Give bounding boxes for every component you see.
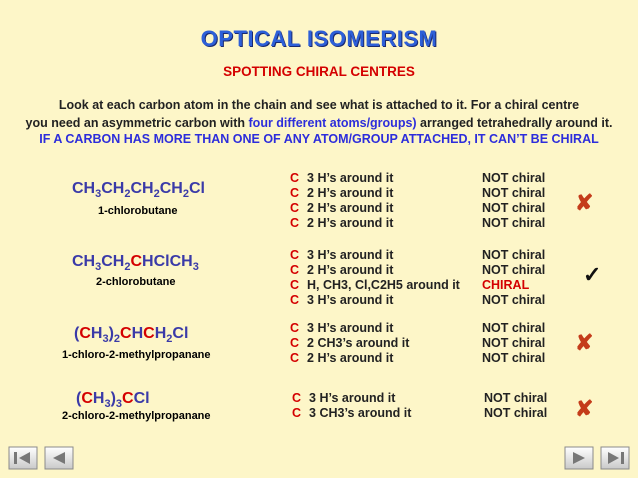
formula-2-chlorobutane: $CH_3CH_2CHClCH_3$ [72, 253, 199, 274]
intro-highlight: four different atoms/groups) [248, 116, 417, 130]
first-slide-icon[interactable] [8, 446, 38, 470]
verdict: NOT chiral [482, 293, 546, 307]
page-title: OPTICAL ISOMERISM [200, 26, 438, 51]
carbon-line: C 2 H’s around it [290, 201, 394, 215]
compound-name: 2-chloro-2-methylpropanane [62, 410, 211, 422]
carbon-line: C 2 H’s around it [290, 351, 394, 365]
verdict: NOT chiral [482, 351, 546, 365]
intro-line-2-a: you need an asymmetric carbon with [25, 116, 249, 130]
carbon-line: C 3 H’s around it [290, 171, 394, 185]
formula-1-chloro-2-methylpropane: $(CH_3)_2CHCH_2Cl$ [74, 325, 189, 346]
intro-line-1: Look at each carbon atom in the chain and see what is attached to it. For a chiral centre [58, 98, 580, 112]
verdict: NOT chiral [482, 248, 546, 262]
formula-2-chloro-2-methylpropane: $(CH_3)_3CCl$ [76, 390, 150, 411]
carbon-line: C 2 H’s around it [290, 186, 394, 200]
carbon-line: C 2 H’s around it [290, 216, 394, 230]
carbon-line: C 3 H’s around it [290, 293, 394, 307]
verdict: NOT chiral [484, 406, 548, 420]
verdict: NOT chiral [482, 216, 546, 230]
verdict: NOT chiral [482, 201, 546, 215]
carbon-line: C 3 H’s around it [290, 321, 394, 335]
verdict-chiral: CHIRAL [482, 278, 530, 292]
verdict: NOT chiral [482, 336, 546, 350]
compound-name: 1-chloro-2-methylpropanane [62, 349, 211, 361]
intro-line-2 [0, 114, 638, 132]
carbon-line: C 2 CH3’s around it [290, 336, 410, 350]
intro-line-2-b: arranged tetrahedrally around it. [416, 116, 613, 130]
tick-icon: ✓ [583, 262, 602, 287]
carbon-line: C 3 H’s around it [290, 248, 394, 262]
verdict: NOT chiral [482, 263, 546, 277]
cross-icon: ✘ [575, 190, 594, 215]
last-slide-icon[interactable] [600, 446, 630, 470]
carbon-line: C 2 H’s around it [290, 263, 394, 277]
intro-text [0, 96, 638, 132]
cross-icon: ✘ [575, 330, 594, 355]
verdict: NOT chiral [482, 186, 546, 200]
next-slide-icon[interactable] [564, 446, 594, 470]
verdict: NOT chiral [482, 171, 546, 185]
chirality-rule: IF A CARBON HAS MORE THAN ONE OF ANY ATOM/GROUP ATTACHED, IT CAN’T BE CHIRAL [39, 132, 599, 146]
formula-1-chlorobutane: $CH_3CH_2CH_2CH_2Cl$ [72, 180, 205, 201]
carbon-line: C 3 H’s around it [292, 391, 396, 405]
cross-icon: ✘ [575, 396, 594, 421]
verdict: NOT chiral [482, 321, 546, 335]
carbon-line: C H, CH3, Cl,C2H5 around it [290, 278, 460, 292]
verdict: NOT chiral [484, 391, 548, 405]
page-subtitle: SPOTTING CHIRAL CENTRES [223, 64, 415, 79]
compound-name: 2-chlorobutane [96, 276, 176, 288]
previous-slide-icon[interactable] [44, 446, 74, 470]
compound-name: 1-chlorobutane [98, 205, 178, 217]
carbon-line: C 3 CH3’s around it [292, 406, 412, 420]
